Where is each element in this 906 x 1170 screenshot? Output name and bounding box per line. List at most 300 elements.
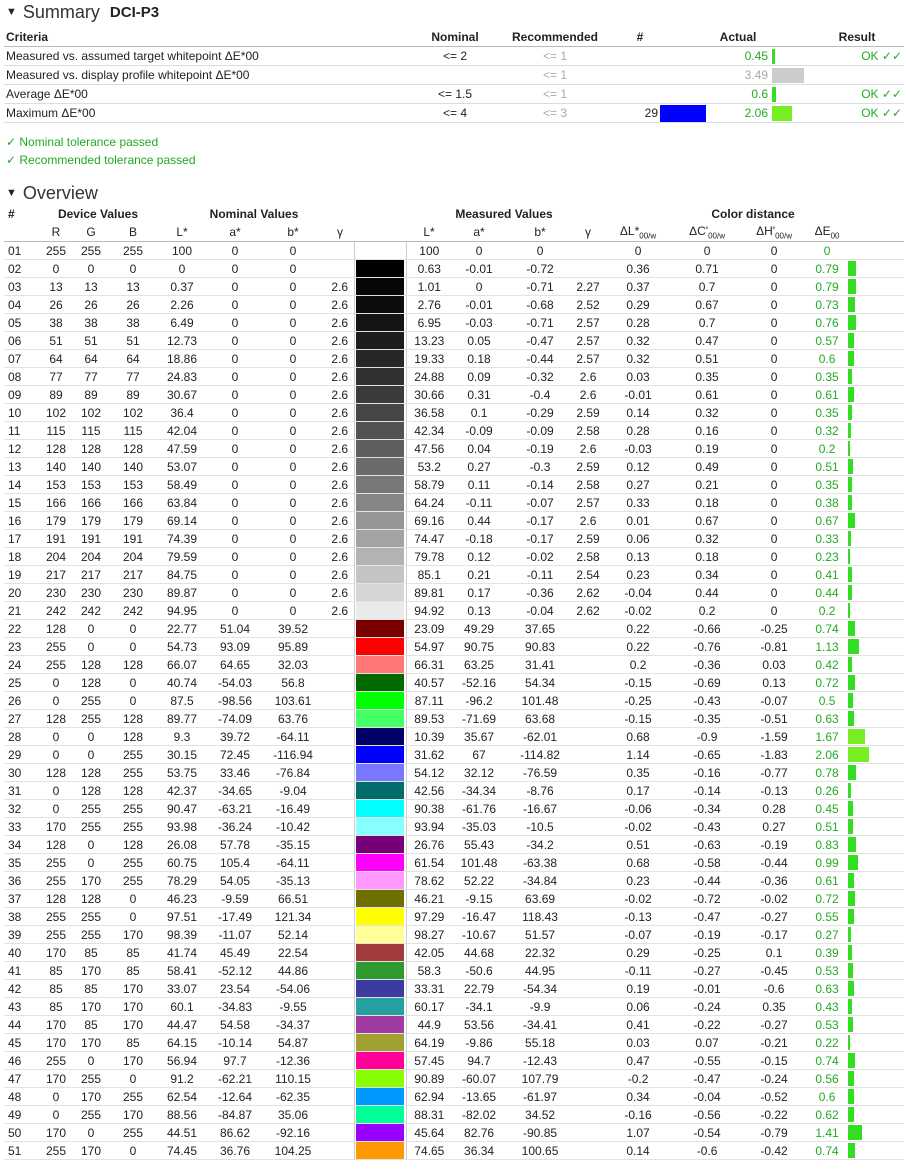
nominal-a: 0 [210,494,260,512]
device-r: 153 [42,476,70,494]
delta-e-bar [848,855,858,870]
measured-l: 44.9 [406,1016,452,1034]
patch-index: 22 [4,620,42,638]
nominal-gamma [326,800,354,818]
table-row [4,998,904,1016]
nominal-a: -74.09 [210,710,260,728]
measured-b: 107.79 [506,1070,574,1088]
nominal-b: 0 [260,350,326,368]
nominal-gamma [326,1052,354,1070]
device-b: 102 [112,404,154,422]
color-swatch [356,260,404,277]
table-row [4,278,904,296]
measured-gamma: 2.6 [574,512,602,530]
measured-b: -0.19 [506,440,574,458]
nominal-l: 66.07 [154,656,210,674]
delta-h: 0 [740,404,808,422]
color-swatch [356,1052,404,1069]
subheader-nominal-l: L* [154,223,210,242]
measured-a: 0.1 [452,404,506,422]
nominal-b: 54.87 [260,1034,326,1052]
measured-gamma [574,872,602,890]
delta-e-bar-cell [846,764,904,782]
device-g: 128 [70,764,112,782]
device-g: 13 [70,278,112,296]
delta-e: 0.61 [808,872,846,890]
measured-a: 67 [452,746,506,764]
measured-b: -114.82 [506,746,574,764]
device-r: 170 [42,818,70,836]
patch-index: 34 [4,836,42,854]
summary-patch-swatch [660,105,706,122]
delta-l: -0.16 [602,1106,674,1124]
nominal-a: 0 [210,512,260,530]
measured-gamma: 2.58 [574,422,602,440]
device-b: 85 [112,944,154,962]
delta-l: -0.25 [602,692,674,710]
delta-c: -0.72 [674,890,740,908]
nominal-b: 95.89 [260,638,326,656]
device-g: 242 [70,602,112,620]
delta-e: 0.22 [808,1034,846,1052]
measured-a: 35.67 [452,728,506,746]
measured-gamma: 2.58 [574,548,602,566]
delta-c: -0.04 [674,1088,740,1106]
nominal-b: 66.51 [260,890,326,908]
table-row [4,404,904,422]
delta-e-bar [848,747,869,762]
measured-l: 47.56 [406,440,452,458]
collapse-triangle-icon[interactable]: ▼ [6,6,17,18]
nominal-a: 0 [210,386,260,404]
nominal-gamma: 2.6 [326,404,354,422]
nominal-b: 0 [260,242,326,260]
device-g: 85 [70,980,112,998]
delta-e-bar-cell [846,1016,904,1034]
delta-h: -0.81 [740,638,808,656]
measured-b: -10.5 [506,818,574,836]
delta-c: 0.19 [674,440,740,458]
delta-e-bar [848,495,852,510]
summary-rows [4,47,904,123]
summary-result: OK ✓✓ [810,85,904,104]
device-r: 255 [42,656,70,674]
nominal-gamma [326,764,354,782]
nominal-b: -9.04 [260,782,326,800]
device-r: 140 [42,458,70,476]
nominal-a: -54.03 [210,674,260,692]
measured-gamma [574,1106,602,1124]
measured-a: 94.7 [452,1052,506,1070]
delta-e: 0.2 [808,602,846,620]
color-swatch [356,746,404,763]
delta-e: 0.55 [808,908,846,926]
swatch [354,548,406,566]
nominal-a: 86.62 [210,1124,260,1142]
measured-a: -34.34 [452,782,506,800]
nominal-gamma: 2.6 [326,368,354,386]
nominal-a: 0 [210,296,260,314]
delta-c: -0.25 [674,944,740,962]
overview-header[interactable] [0,181,906,205]
delta-e-bar-cell [846,782,904,800]
device-g: 26 [70,296,112,314]
device-g: 170 [70,998,112,1016]
nominal-a: 93.09 [210,638,260,656]
nominal-b: -9.55 [260,998,326,1016]
collapse-triangle-icon[interactable]: ▼ [6,187,17,199]
table-row [4,890,904,908]
nominal-a: 0 [210,314,260,332]
swatch [354,1052,406,1070]
summary-result: OK ✓✓ [810,104,904,123]
device-b: 0 [112,1142,154,1160]
device-r: 51 [42,332,70,350]
measured-a: -71.69 [452,710,506,728]
delta-e-bar [848,639,859,654]
measured-l: 97.29 [406,908,452,926]
device-r: 26 [42,296,70,314]
nominal-gamma: 2.6 [326,530,354,548]
patch-index: 27 [4,710,42,728]
device-b: 255 [112,872,154,890]
measured-a: -35.03 [452,818,506,836]
delta-c: -0.47 [674,908,740,926]
delta-c: -0.66 [674,620,740,638]
delta-c: 0.7 [674,278,740,296]
recommended-tolerance-note: ✓ Recommended tolerance passed [6,153,196,167]
delta-c: -0.6 [674,1142,740,1160]
delta-l: 1.07 [602,1124,674,1142]
nominal-gamma [326,1034,354,1052]
measured-gamma [574,620,602,638]
measured-gamma [574,836,602,854]
swatch [354,332,406,350]
nominal-gamma: 2.6 [326,332,354,350]
device-r: 255 [42,242,70,260]
measured-b: -0.71 [506,278,574,296]
measured-a: 22.79 [452,980,506,998]
summary-nominal [420,66,490,85]
summary-table [4,28,904,123]
delta-h: -0.13 [740,782,808,800]
delta-e: 0.44 [808,584,846,602]
measured-b: 118.43 [506,908,574,926]
delta-c: -0.43 [674,818,740,836]
table-row [4,260,904,278]
measured-a: -0.09 [452,422,506,440]
measured-gamma [574,998,602,1016]
device-g: 51 [70,332,112,350]
measured-gamma [574,926,602,944]
measured-b: -0.32 [506,368,574,386]
nominal-l: 74.45 [154,1142,210,1160]
measured-a: -16.47 [452,908,506,926]
nominal-l: 79.59 [154,548,210,566]
measured-l: 89.53 [406,710,452,728]
nominal-a: 33.46 [210,764,260,782]
nominal-b: 104.25 [260,1142,326,1160]
delta-e-bar-cell [846,530,904,548]
measured-b: 34.52 [506,1106,574,1124]
device-g: 0 [70,728,112,746]
nominal-gamma [326,818,354,836]
summary-bar-cell [770,66,810,85]
nominal-a: 0 [210,548,260,566]
measured-b: 0 [506,242,574,260]
nominal-b: 0 [260,278,326,296]
swatch [354,458,406,476]
table-row [4,1088,904,1106]
device-g: 0 [70,620,112,638]
measured-l: 89.81 [406,584,452,602]
delta-l: 0.32 [602,332,674,350]
overview-table [4,205,904,1160]
measured-gamma: 2.59 [574,458,602,476]
nominal-l: 2.26 [154,296,210,314]
delta-e-bar-cell [846,512,904,530]
device-g: 0 [70,836,112,854]
delta-h: 0 [740,602,808,620]
color-swatch [356,440,404,457]
swatch [354,854,406,872]
measured-l: 85.1 [406,566,452,584]
summary-criteria: Measured vs. display profile whitepoint ΔE*00 [4,66,420,85]
nominal-a: -11.07 [210,926,260,944]
delta-h: 0 [740,260,808,278]
measured-l: 10.39 [406,728,452,746]
measured-a: -52.16 [452,674,506,692]
swatch [354,494,406,512]
delta-h: 0 [740,584,808,602]
table-row [4,1052,904,1070]
measured-b: -34.2 [506,836,574,854]
delta-h: 0 [740,278,808,296]
delta-e-bar-cell [846,1142,904,1160]
measured-a: -0.01 [452,260,506,278]
device-r: 85 [42,980,70,998]
delta-l: -0.01 [602,386,674,404]
table-row [4,386,904,404]
device-b: 255 [112,242,154,260]
delta-e-bar [848,729,865,744]
delta-l: 0.51 [602,836,674,854]
delta-c-label: ΔC' [689,223,709,238]
patch-index: 44 [4,1016,42,1034]
delta-l: 0.28 [602,422,674,440]
delta-e-bar-cell [846,854,904,872]
delta-h: 0 [740,314,808,332]
delta-h: 0 [740,458,808,476]
device-b: 170 [112,998,154,1016]
measured-l: 53.2 [406,458,452,476]
nominal-a: 0 [210,566,260,584]
delta-c: -0.34 [674,800,740,818]
measured-b: -0.04 [506,602,574,620]
summary-header[interactable] [0,0,906,24]
color-swatch [356,782,404,799]
patch-index: 19 [4,566,42,584]
delta-c: -0.44 [674,872,740,890]
measured-a: -0.11 [452,494,506,512]
device-r: 255 [42,926,70,944]
delta-h: -1.83 [740,746,808,764]
patch-index: 42 [4,980,42,998]
table-row [4,692,904,710]
nominal-l: 56.94 [154,1052,210,1070]
nominal-b: -62.35 [260,1088,326,1106]
delta-l: -0.03 [602,440,674,458]
delta-e-bar-cell [846,980,904,998]
patch-index: 30 [4,764,42,782]
delta-e-bar [848,477,852,492]
measured-a: 101.48 [452,854,506,872]
delta-h: -0.52 [740,1088,808,1106]
swatch [354,566,406,584]
delta-e: 0.39 [808,944,846,962]
device-b: 230 [112,584,154,602]
delta-h: 0.35 [740,998,808,1016]
device-b: 85 [112,1034,154,1052]
summary-bar [772,106,792,121]
summary-header-nominal: Nominal [420,28,490,47]
color-swatch [356,944,404,961]
delta-c: -0.63 [674,836,740,854]
device-g: 230 [70,584,112,602]
measured-b: 100.65 [506,1142,574,1160]
device-r: 85 [42,998,70,1016]
delta-e-bar [848,1053,855,1068]
summary-count [620,66,660,85]
measured-b: -0.44 [506,350,574,368]
patch-index: 15 [4,494,42,512]
nominal-b: 44.86 [260,962,326,980]
delta-e: 0.51 [808,458,846,476]
summary-header-actual: Actual [706,28,770,47]
delta-e: 0.74 [808,1052,846,1070]
delta-c: -0.19 [674,926,740,944]
delta-e-bar-cell [846,386,904,404]
device-g: 0 [70,746,112,764]
color-swatch [356,476,404,493]
delta-e: 0.57 [808,332,846,350]
delta-e: 1.13 [808,638,846,656]
subheader-measured-l: L* [406,223,452,242]
measured-gamma: 2.6 [574,440,602,458]
measured-l: 23.09 [406,620,452,638]
color-swatch [356,764,404,781]
nominal-gamma: 2.6 [326,422,354,440]
device-g: 0 [70,854,112,872]
measured-a: -34.1 [452,998,506,1016]
summary-nominal: <= 4 [420,104,490,123]
table-row [4,746,904,764]
measured-l: 1.01 [406,278,452,296]
device-b: 0 [112,1070,154,1088]
device-g: 166 [70,494,112,512]
nominal-a: -84.87 [210,1106,260,1124]
device-r: 170 [42,1070,70,1088]
nominal-gamma: 2.6 [326,548,354,566]
measured-l: 57.45 [406,1052,452,1070]
device-b: 242 [112,602,154,620]
delta-e-bar-cell [846,890,904,908]
nominal-b: -116.94 [260,746,326,764]
delta-e-bar-cell [846,800,904,818]
measured-gamma: 2.6 [574,368,602,386]
color-swatch [356,710,404,727]
device-b: 38 [112,314,154,332]
subheader-measured-b: b* [506,223,574,242]
measured-b: 51.57 [506,926,574,944]
measured-b: -0.68 [506,296,574,314]
device-b: 170 [112,980,154,998]
nominal-l: 12.73 [154,332,210,350]
delta-l: -0.02 [602,602,674,620]
device-g: 85 [70,1016,112,1034]
overview-rows [4,242,904,1160]
nominal-l: 24.83 [154,368,210,386]
measured-a: 52.22 [452,872,506,890]
device-b: 255 [112,818,154,836]
device-b: 128 [112,782,154,800]
delta-e-bar [848,1089,854,1104]
measured-a: -96.2 [452,692,506,710]
nominal-a: -17.49 [210,908,260,926]
nominal-l: 0.37 [154,278,210,296]
nominal-a: 45.49 [210,944,260,962]
swatch [354,746,406,764]
nominal-a: 0 [210,458,260,476]
measured-a: 0.04 [452,440,506,458]
table-row [4,440,904,458]
nominal-gamma: 2.6 [326,512,354,530]
nominal-l: 63.84 [154,494,210,512]
device-g: 255 [70,1070,112,1088]
patch-index: 12 [4,440,42,458]
device-g: 170 [70,1142,112,1160]
measured-a: 36.34 [452,1142,506,1160]
swatch [354,476,406,494]
delta-l: 0.68 [602,728,674,746]
delta-e-bar [848,693,853,708]
subheader-bar [846,223,904,242]
delta-c: 0.67 [674,512,740,530]
delta-e-bar [848,603,850,618]
nominal-l: 97.51 [154,908,210,926]
table-row [4,944,904,962]
device-g: 170 [70,1034,112,1052]
delta-e-bar-cell [846,350,904,368]
delta-e: 0.27 [808,926,846,944]
measured-b: 90.83 [506,638,574,656]
swatch [354,926,406,944]
delta-e-bar-cell [846,728,904,746]
measured-gamma [574,692,602,710]
patch-index: 26 [4,692,42,710]
nominal-a: -10.14 [210,1034,260,1052]
device-r: 13 [42,278,70,296]
measured-l: 94.92 [406,602,452,620]
delta-h: -0.19 [740,836,808,854]
delta-e-bar [848,945,852,960]
device-b: 170 [112,926,154,944]
swatch [354,314,406,332]
delta-e-bar-cell [846,296,904,314]
table-row [4,926,904,944]
delta-e-bar [848,333,854,348]
nominal-b: -35.13 [260,872,326,890]
